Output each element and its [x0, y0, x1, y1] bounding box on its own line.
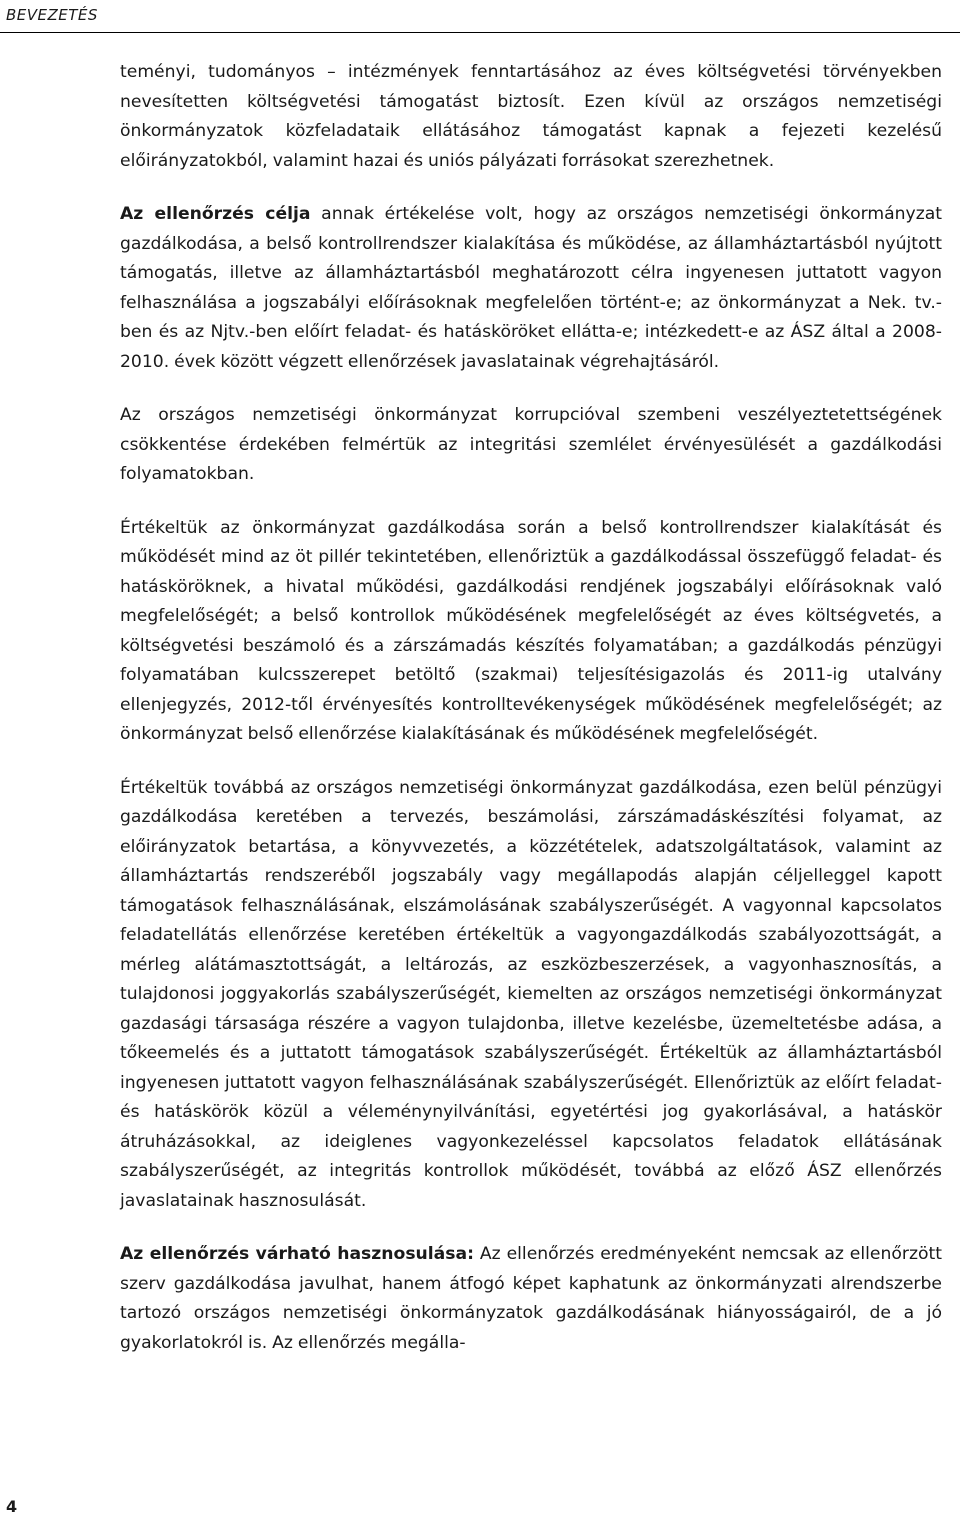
paragraph-integrity	[120, 401, 942, 490]
paragraph-text: annak értékelése volt, hogy az országos nemzetiségi önkormányzat gazdálkodása, a belső kontrollrendszer kialakítása és működése, az államháztartásból nyújtott támogatás, illetve az államháztartásból meghatározott célra ingyenesen juttatott vagyon felhasználása a jogszabályi előírásoknak megfelelően történt-e; az önkormányzat a Nek. tv.-ben és az Njtv.-ben előírt feladat- és hatásköröket ellátta-e; intézkedett-e az ÁSZ által a 2008-2010. évek között végzett ellenőrzések javaslatainak végrehajtásáról.	[120, 204, 942, 372]
paragraph-lead: Az ellenőrzés célja	[120, 204, 311, 224]
paragraph-financial-management	[120, 774, 942, 1217]
paragraph-audit-objective	[120, 200, 942, 377]
paragraph-internal-control	[120, 514, 942, 750]
paragraph-text: Értékeltük az önkormányzat gazdálkodása során a belső kontrollrendszer kialakítását és működését mind az öt pillér tekintetében, ellenőriztük a gazdálkodással összefüggő feladat- és hatásköröknek, a hivatal működési, gazdálkodási rendjének jogszabályi előírásoknak való megfelelőségét; a belső kontrollok működésének megfelelőségét az éves költségvetés, a költségvetési beszámoló és a zárszámadás készítés folyamatában; a gazdálkodás pénzügyi folyamatában kulcsszerepet betöltő (szakmai) teljesítésigazolás és 2011-ig utalvány ellenjegyzés, 2012-től érvényesítés kontrolltevékenységek működésének megfelelőségét; az önkormányzat belső ellenőrzése kialakításának és működésének megfelelőségét.	[120, 517, 942, 744]
paragraph-text: teményi, tudományos – intézmények fenntartásához az éves költségvetési törvényekben nevesítetten költségvetési támogatást biztosít. Ezen kívül az országos nemzetiségi önkormányzatok közfeladataik ellátásához támogatást kapnak a fejezeti kezelésű előirányzatokból, valamint hazai és uniós pályázati forrásokat szerezhetnek.	[120, 62, 942, 171]
paragraph-text: Értékeltük továbbá az országos nemzetiségi önkormányzat gazdálkodása, ezen belül pénzügyi gazdálkodása keretében a tervezés, beszámolási, zárszámadáskészítési folyamat, az előirányzatok betartása, a könyvvezetés, a közzétételek, adatszolgáltatások, valamint az államháztartás rendszeréből jogszabály vagy megállapodás alapján céljelleggel kapott támogatások felhasználásának, elszámolásának szabályszerűségét. A vagyonnal kapcsolatos feladatellátás ellenőrzése keretében értékeltük a vagyongazdálkodás szabályozottságát, a mérleg alátámasztottságát, a leltározás, az eszközbeszerzések, a vagyonhasznosítás, a tulajdonosi joggyakorlás szabályszerűségét, kiemelten az országos nemzetiségi önkormányzat gazdasági társasága részére a vagyon tulajdonba, illetve kezelésbe, üzemeltetésbe adása, a tőkeemelés és a juttatott támogatások szabályszerűségét. Értékeltük az államháztartásból ingyenesen juttatott vagyon felhasználásának szabályszerűségét. Ellenőriztük az előírt feladat- és hatáskörök közül a véleménynyilvánítási, egyetértési jog gyakorlásával, a hatáskör átruházásokkal, az ideiglenes vagyonkezeléssel kapcsolatos feladatok ellátásának szabályszerűségét, az integritás kontrollok működését, továbbá az előző ÁSZ ellenőrzés javaslatainak hasznosulását.	[120, 777, 942, 1211]
paragraph-funding	[120, 58, 942, 176]
running-header: BEVEZETÉS	[6, 6, 98, 24]
page-number: 4	[6, 1497, 18, 1516]
paragraph-text: Az országos nemzetiségi önkormányzat korrupcióval szembeni veszélyeztetettségének csökkentése érdekében felmértük az integritási szemlélet érvényesülését a gazdálkodási folyamatokban.	[120, 405, 942, 484]
paragraph-lead: Az ellenőrzés várható hasznosulása:	[120, 1244, 474, 1264]
paragraph-expected-benefit	[120, 1240, 942, 1358]
page-body	[120, 58, 942, 1358]
paragraph-text: Az ellenőrzés eredményeként nemcsak az ellenőrzött szerv gazdálkodása javulhat, hanem átfogó képet kaphatunk az önkormányzati alrendszerbe tartozó országos nemzetiségi önkormányzatok gazdálkodásának hiányosságairól, de a jó gyakorlatokról is. Az ellenőrzés megálla-	[120, 1244, 942, 1353]
header-divider	[0, 32, 960, 33]
